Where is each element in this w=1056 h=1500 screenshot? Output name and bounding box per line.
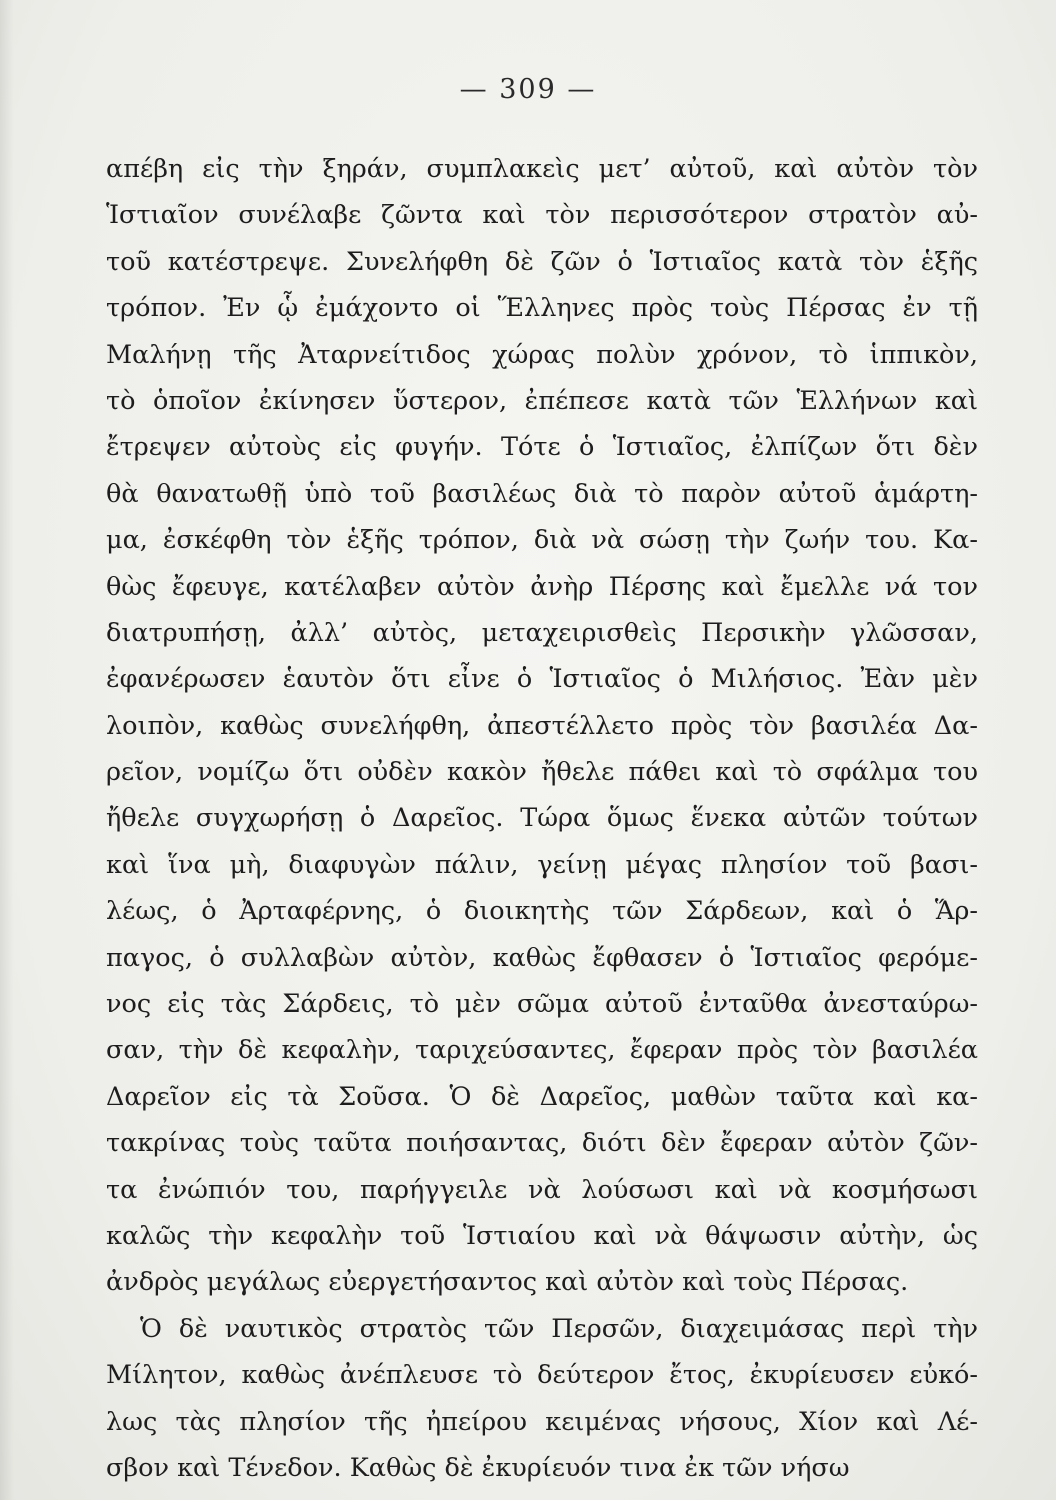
text-line: λως τὰς πλησίον τῆς ἠπείρου κειμένας νήσους, Χίον καὶ Λέ- (106, 1406, 978, 1437)
text-line: θὰ θανατωθῇ ὑπὸ τοῦ βασιλέως διὰ τὸ παρὸν αὐτοῦ ἁμάρτη- (106, 478, 978, 509)
text-line: τα ἐνώπιόν του, παρήγγειλε νὰ λούσωσι καὶ νὰ κοσμήσωσι (106, 1174, 978, 1205)
text-line: Μαλήνῃ τῆς Ἀταρνείτιδος χώρας πολὺν χρόνον, τὸ ἱππικὸν, (106, 339, 978, 370)
text-line: λέως, ὁ Ἀρταφέρνης, ὁ διοικητὴς τῶν Σάρδεων, καὶ ὁ Ἅρ- (106, 896, 978, 927)
text-line: απέβη εἰς τὴν ξηράν, συμπλακεὶς μετ’ αὐτοῦ, καὶ αὐτὸν τὸν (106, 154, 978, 184)
text-line: Ἱστιαῖον συνέλαβε ζῶντα καὶ τὸν περισσότερον στρατὸν αὐ- (106, 200, 978, 231)
text-line: τὸ ὁποῖον ἐκίνησεν ὕστερον, ἐπέπεσε κατὰ τῶν Ἑλλήνων καὶ (106, 385, 978, 416)
text-line: Μίλητον, καθὼς ἀνέπλευσε τὸ δεύτερον ἔτος, ἐκυρίευσεν εὐκό- (106, 1360, 978, 1391)
text-line: τοῦ κατέστρεψε. Συνελήφθη δὲ ζῶν ὁ Ἱστιαῖος κατὰ τὸν ἑξῆς (106, 246, 978, 277)
text-line: παγος, ὁ συλλαβὼν αὐτὸν, καθὼς ἔφθασεν ὁ Ἱστιαῖος φερόμε- (106, 942, 978, 973)
text-line: τακρίνας τοὺς ταῦτα ποιήσαντας, διότι δὲν ἔφεραν αὐτὸν ζῶν- (106, 1128, 978, 1159)
text-line: καλῶς τὴν κεφαλὴν τοῦ Ἱστιαίου καὶ νὰ θάψωσιν αὐτὴν, ὡς (106, 1220, 978, 1251)
text-line: διατρυπήσῃ, ἀλλ’ αὐτὸς, μεταχειρισθεὶς Περσικὴν γλῶσσαν, (106, 617, 978, 648)
paragraph-end-line: ἀνδρὸς μεγάλως εὐεργετήσαντος καὶ αὐτὸν καὶ τοὺς Πέρσας. (106, 1267, 909, 1298)
text-line: σαν, τὴν δὲ κεφαλὴν, ταριχεύσαντες, ἔφεραν πρὸς τὸν βασιλέα (106, 1035, 978, 1066)
text-line: θὼς ἔφευγε, κατέλαβεν αὐτὸν ἀνὴρ Πέρσης καὶ ἔμελλε νά τον (106, 571, 978, 602)
page-edge-shadow (0, 0, 14, 1500)
text-line: ἤθελε συγχωρήσῃ ὁ Δαρεῖος. Τώρα ὅμως ἕνεκα αὐτῶν τούτων (106, 803, 978, 834)
body-text (106, 146, 978, 1491)
page-number: — 309 — (459, 74, 597, 105)
text-line: νος εἰς τὰς Σάρδεις, τὸ μὲν σῶμα αὐτοῦ ἐνταῦθα ἀνεσταύρω- (106, 989, 978, 1020)
text-line: μα, ἐσκέφθη τὸν ἑξῆς τρόπον, διὰ νὰ σώσῃ τὴν ζωήν του. Κα- (106, 525, 978, 556)
text-line: Δαρεῖον εἰς τὰ Σοῦσα. Ὁ δὲ Δαρεῖος, μαθὼν ταῦτα καὶ κα- (106, 1081, 978, 1112)
paragraph-start-line: Ὁ δὲ ναυτικὸς στρατὸς τῶν Περσῶν, διαχειμάσας περὶ τὴν (140, 1313, 978, 1344)
text-line: τρόπον. Ἐν ᾧ ἐμάχοντο οἱ Ἕλληνες πρὸς τοὺς Πέρσας ἐν τῇ (106, 293, 978, 324)
text-line: λοιπὸν, καθὼς συνελήφθη, ἀπεστέλλετο πρὸς τὸν βασιλέα Δα- (106, 710, 978, 741)
text-line: σβον καὶ Τένεδον. Καθὼς δὲ ἐκυρίευόν τινα ἐκ τῶν νήσω (106, 1452, 850, 1483)
text-line: ρεῖον, νομίζω ὅτι οὐδὲν κακὸν ἤθελε πάθει καὶ τὸ σφάλμα του (106, 757, 978, 788)
text-line: ἔτρεψεν αὐτοὺς εἰς φυγήν. Τότε ὁ Ἱστιαῖος, ἐλπίζων ὅτι δὲν (106, 432, 978, 463)
text-line: καὶ ἵνα μὴ, διαφυγὼν πάλιν, γείνῃ μέγας πλησίον τοῦ βασι- (106, 849, 978, 880)
text-line: ἐφανέρωσεν ἑαυτὸν ὅτι εἶνε ὁ Ἱστιαῖος ὁ Μιλήσιος. Ἐὰν μὲν (106, 664, 978, 695)
